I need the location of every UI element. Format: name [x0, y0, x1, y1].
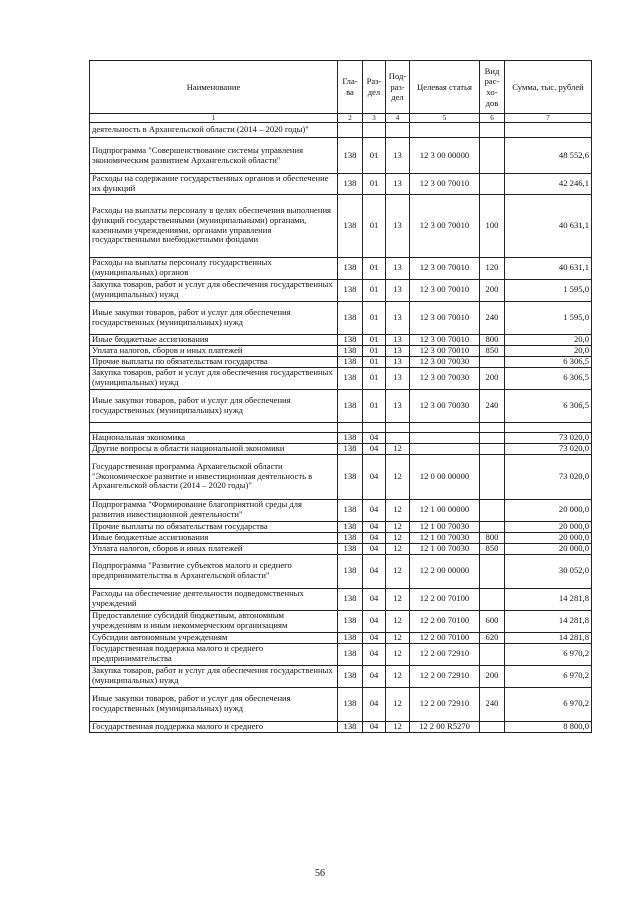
row-section: 04 — [363, 532, 386, 543]
row-target-article: 12 3 00 70010 — [410, 257, 480, 279]
row-sum: 14 281,8 — [505, 632, 592, 643]
row-subsection — [386, 422, 410, 432]
row-name: Подпрограмма "Совершенствование системы управления экономическим развитием Архангельской области" — [90, 138, 338, 174]
row-name: Прочие выплаты по обязательствам государства — [90, 521, 338, 532]
row-expense-type — [480, 174, 505, 195]
row-chapter — [338, 123, 363, 138]
row-chapter: 138 — [338, 138, 363, 174]
row-sum: 30 052,0 — [505, 554, 592, 588]
header-expense-type: Вид рас-хо-дов — [480, 61, 505, 114]
row-name: Предоставление субсидий бюджетным, автономным учреждениям и иным некоммерческим организациям — [90, 610, 338, 632]
row-target-article: 12 1 00 70030 — [410, 532, 480, 543]
row-expense-type: 600 — [480, 610, 505, 632]
row-section: 01 — [363, 301, 386, 334]
row-name: Государственная поддержка малого и среднего — [90, 721, 338, 732]
row-target-article: 12 1 00 70030 — [410, 543, 480, 554]
row-target-article: 12 2 00 R5270 — [410, 721, 480, 732]
row-subsection: 13 — [386, 257, 410, 279]
row-target-article: 12 3 00 70010 — [410, 194, 480, 257]
row-expense-type: 240 — [480, 301, 505, 334]
row-sum: 20,0 — [505, 345, 592, 356]
row-subsection: 12 — [386, 499, 410, 521]
row-chapter: 138 — [338, 454, 363, 499]
row-chapter: 138 — [338, 687, 363, 721]
row-name: Уплата налогов, сборов и иных платежей — [90, 345, 338, 356]
row-name: Расходы на выплаты персоналу государственных (муниципальных) органов — [90, 257, 338, 279]
row-sum: 73 020,0 — [505, 454, 592, 499]
row-expense-type: 200 — [480, 367, 505, 389]
row-chapter: 138 — [338, 356, 363, 367]
row-section: 04 — [363, 432, 386, 443]
row-section: 01 — [363, 138, 386, 174]
row-section: 01 — [363, 194, 386, 257]
row-expense-type — [480, 554, 505, 588]
row-name: Подпрограмма "Формирование благоприятной среды для развития инвестиционной деятельности" — [90, 499, 338, 521]
row-sum: 1 595,0 — [505, 301, 592, 334]
row-sum: 8 800,0 — [505, 721, 592, 732]
table-row — [90, 721, 592, 732]
row-subsection: 12 — [386, 610, 410, 632]
row-section — [363, 422, 386, 432]
row-target-article: 12 2 00 00000 — [410, 554, 480, 588]
row-chapter: 138 — [338, 632, 363, 643]
row-sum: 20 000,0 — [505, 543, 592, 554]
row-name: Государственная программа Архангельской области "Экономическое развитие и инвестиционная деятельность в Архангельской области (2014 – 2020 годы)" — [90, 454, 338, 499]
row-subsection: 12 — [386, 532, 410, 543]
row-target-article: 12 3 00 70010 — [410, 301, 480, 334]
table-row — [90, 345, 592, 356]
row-chapter: 138 — [338, 432, 363, 443]
row-name: Иные закупки товаров, работ и услуг для обеспечения государственных (муниципальных) нужд — [90, 389, 338, 422]
row-target-article: 12 2 00 72910 — [410, 643, 480, 665]
row-target-article: 12 2 00 72910 — [410, 665, 480, 687]
row-sum: 20 000,0 — [505, 499, 592, 521]
row-expense-type: 200 — [480, 665, 505, 687]
table-row — [90, 610, 592, 632]
table-row — [90, 532, 592, 543]
table-header-row — [90, 61, 592, 114]
row-target-article: 12 3 00 70010 — [410, 345, 480, 356]
row-subsection — [386, 123, 410, 138]
header-section: Раз-дел — [363, 61, 386, 114]
row-sum: 6 970,2 — [505, 687, 592, 721]
row-chapter: 138 — [338, 499, 363, 521]
row-sum: 6 306,5 — [505, 356, 592, 367]
row-section: 01 — [363, 334, 386, 345]
table-row — [90, 257, 592, 279]
row-subsection: 13 — [386, 367, 410, 389]
row-expense-type — [480, 443, 505, 454]
row-expense-type — [480, 588, 505, 610]
row-name: Закупка товаров, работ и услуг для обеспечения государственных (муниципальных) нужд — [90, 665, 338, 687]
row-subsection: 12 — [386, 721, 410, 732]
row-subsection: 13 — [386, 389, 410, 422]
row-target-article: 12 2 00 70100 — [410, 588, 480, 610]
row-chapter: 138 — [338, 389, 363, 422]
row-subsection: 13 — [386, 356, 410, 367]
row-chapter: 138 — [338, 194, 363, 257]
row-subsection: 12 — [386, 687, 410, 721]
row-target-article — [410, 432, 480, 443]
row-name: Иные закупки товаров, работ и услуг для обеспечения государственных (муниципальных) нужд — [90, 301, 338, 334]
table-row — [90, 422, 592, 432]
row-section: 04 — [363, 632, 386, 643]
row-expense-type — [480, 138, 505, 174]
row-target-article: 12 3 00 70010 — [410, 174, 480, 195]
row-name: деятельность в Архангельской области (2014 – 2020 годы)" — [90, 123, 338, 138]
column-number: 6 — [480, 114, 505, 123]
row-subsection: 12 — [386, 643, 410, 665]
row-expense-type: 240 — [480, 687, 505, 721]
row-section: 04 — [363, 687, 386, 721]
row-subsection: 12 — [386, 632, 410, 643]
row-name: Уплата налогов, сборов и иных платежей — [90, 543, 338, 554]
row-sum — [505, 123, 592, 138]
row-expense-type — [480, 356, 505, 367]
row-target-article: 12 3 00 70030 — [410, 356, 480, 367]
table-row — [90, 632, 592, 643]
row-subsection: 12 — [386, 588, 410, 610]
row-sum: 6 306,5 — [505, 389, 592, 422]
row-sum: 6 970,2 — [505, 665, 592, 687]
row-section: 01 — [363, 257, 386, 279]
row-expense-type — [480, 643, 505, 665]
row-sum: 73 020,0 — [505, 432, 592, 443]
table-row — [90, 443, 592, 454]
row-section: 04 — [363, 554, 386, 588]
table-row — [90, 432, 592, 443]
row-expense-type: 240 — [480, 389, 505, 422]
row-section: 01 — [363, 279, 386, 301]
table-row — [90, 138, 592, 174]
row-target-article: 12 3 00 70010 — [410, 279, 480, 301]
row-chapter: 138 — [338, 334, 363, 345]
row-expense-type: 800 — [480, 334, 505, 345]
row-name: Национальная экономика — [90, 432, 338, 443]
row-sum: 6 970,2 — [505, 643, 592, 665]
row-name: Государственная поддержка малого и среднего предпринимательства — [90, 643, 338, 665]
table-row — [90, 334, 592, 345]
row-chapter: 138 — [338, 610, 363, 632]
row-section: 04 — [363, 665, 386, 687]
column-number-row — [90, 114, 592, 123]
row-subsection — [386, 432, 410, 443]
row-expense-type: 800 — [480, 532, 505, 543]
table-row — [90, 588, 592, 610]
row-section: 04 — [363, 588, 386, 610]
row-chapter: 138 — [338, 554, 363, 588]
row-chapter: 138 — [338, 257, 363, 279]
row-target-article — [410, 123, 480, 138]
row-target-article: 12 0 00 00000 — [410, 454, 480, 499]
table-row — [90, 687, 592, 721]
row-chapter: 138 — [338, 367, 363, 389]
table-row — [90, 543, 592, 554]
row-expense-type — [480, 521, 505, 532]
row-sum: 40 631,1 — [505, 257, 592, 279]
row-sum: 20 000,0 — [505, 532, 592, 543]
row-sum: 73 020,0 — [505, 443, 592, 454]
row-sum: 14 281,8 — [505, 588, 592, 610]
row-chapter: 138 — [338, 279, 363, 301]
row-expense-type — [480, 123, 505, 138]
row-chapter — [338, 422, 363, 432]
column-number: 2 — [338, 114, 363, 123]
row-target-article: 12 2 00 70100 — [410, 632, 480, 643]
row-name: Иные бюджетные ассигнования — [90, 532, 338, 543]
row-section: 01 — [363, 389, 386, 422]
row-target-article: 12 2 00 72910 — [410, 687, 480, 721]
table-row — [90, 174, 592, 195]
row-name: Закупка товаров, работ и услуг для обеспечения государственных (муниципальных) нужд — [90, 367, 338, 389]
row-chapter: 138 — [338, 345, 363, 356]
row-name — [90, 422, 338, 432]
row-subsection: 13 — [386, 345, 410, 356]
row-chapter: 138 — [338, 521, 363, 532]
row-name: Расходы на содержание государственных органов и обеспечение их функций — [90, 174, 338, 195]
row-section: 01 — [363, 174, 386, 195]
row-chapter: 138 — [338, 301, 363, 334]
row-subsection: 13 — [386, 174, 410, 195]
table-row — [90, 454, 592, 499]
table-row — [90, 356, 592, 367]
row-chapter: 138 — [338, 665, 363, 687]
row-name: Другие вопросы в области национальной экономики — [90, 443, 338, 454]
row-expense-type: 120 — [480, 257, 505, 279]
table-body — [90, 123, 592, 733]
row-chapter: 138 — [338, 643, 363, 665]
row-target-article: 12 3 00 70010 — [410, 334, 480, 345]
table-row — [90, 279, 592, 301]
row-section: 04 — [363, 521, 386, 532]
row-section: 01 — [363, 345, 386, 356]
row-sum: 1 595,0 — [505, 279, 592, 301]
table-row — [90, 499, 592, 521]
table-row — [90, 665, 592, 687]
row-subsection: 13 — [386, 334, 410, 345]
table-row — [90, 123, 592, 138]
row-section: 04 — [363, 499, 386, 521]
row-expense-type: 620 — [480, 632, 505, 643]
row-subsection: 12 — [386, 443, 410, 454]
row-subsection: 12 — [386, 521, 410, 532]
row-section: 04 — [363, 454, 386, 499]
table-row — [90, 367, 592, 389]
row-sum: 20,0 — [505, 334, 592, 345]
row-subsection: 12 — [386, 665, 410, 687]
row-section: 04 — [363, 721, 386, 732]
row-target-article: 12 1 00 70030 — [410, 521, 480, 532]
row-sum: 6 306,5 — [505, 367, 592, 389]
row-subsection: 13 — [386, 279, 410, 301]
row-name: Прочие выплаты по обязательствам государства — [90, 356, 338, 367]
row-sum: 20 000,0 — [505, 521, 592, 532]
row-subsection: 12 — [386, 554, 410, 588]
row-expense-type — [480, 422, 505, 432]
row-section — [363, 123, 386, 138]
table-row — [90, 301, 592, 334]
row-sum — [505, 422, 592, 432]
row-section: 01 — [363, 356, 386, 367]
row-name: Иные закупки товаров, работ и услуг для обеспечения государственных (муниципальных) нужд — [90, 687, 338, 721]
row-expense-type — [480, 721, 505, 732]
row-chapter: 138 — [338, 174, 363, 195]
row-subsection: 12 — [386, 454, 410, 499]
header-subsection: Под-раз-дел — [386, 61, 410, 114]
budget-table — [89, 60, 592, 733]
row-sum: 40 631,1 — [505, 194, 592, 257]
row-subsection: 12 — [386, 543, 410, 554]
row-subsection: 13 — [386, 301, 410, 334]
row-target-article: 12 1 00 00000 — [410, 499, 480, 521]
row-target-article — [410, 422, 480, 432]
row-name: Иные бюджетные ассигнования — [90, 334, 338, 345]
row-section: 04 — [363, 610, 386, 632]
page-number: 56 — [315, 868, 325, 879]
row-sum: 48 552,6 — [505, 138, 592, 174]
table-row — [90, 643, 592, 665]
header-sum: Сумма, тыс. рублей — [505, 61, 592, 114]
row-section: 01 — [363, 367, 386, 389]
row-chapter: 138 — [338, 543, 363, 554]
row-target-article: 12 2 00 70100 — [410, 610, 480, 632]
row-expense-type — [480, 499, 505, 521]
row-subsection: 13 — [386, 138, 410, 174]
header-name: Наименование — [90, 61, 338, 114]
row-chapter: 138 — [338, 443, 363, 454]
row-expense-type: 850 — [480, 543, 505, 554]
column-number: 5 — [410, 114, 480, 123]
row-expense-type — [480, 432, 505, 443]
row-target-article: 12 3 00 00000 — [410, 138, 480, 174]
row-expense-type: 850 — [480, 345, 505, 356]
row-sum: 14 281,8 — [505, 610, 592, 632]
row-chapter: 138 — [338, 721, 363, 732]
column-number: 4 — [386, 114, 410, 123]
row-chapter: 138 — [338, 532, 363, 543]
column-number: 7 — [505, 114, 592, 123]
row-name: Подпрограмма "Развитие субъектов малого и среднего предпринимательства в Архангельской области" — [90, 554, 338, 588]
header-chapter: Гла-ва — [338, 61, 363, 114]
row-sum: 42 246,1 — [505, 174, 592, 195]
row-expense-type — [480, 454, 505, 499]
row-name: Субсидии автономным учреждениям — [90, 632, 338, 643]
table-row — [90, 389, 592, 422]
column-number: 3 — [363, 114, 386, 123]
header-target-article: Целевая статья — [410, 61, 480, 114]
row-target-article — [410, 443, 480, 454]
table-row — [90, 554, 592, 588]
row-chapter: 138 — [338, 588, 363, 610]
row-name: Расходы на выплаты персоналу в целях обеспечения выполнения функций государственными (муниципальными) органами, казенными учреждениями, органами управления государственными внебюджетными фондами — [90, 194, 338, 257]
row-target-article: 12 3 00 70030 — [410, 389, 480, 422]
row-subsection: 13 — [386, 194, 410, 257]
row-section: 04 — [363, 543, 386, 554]
row-section: 04 — [363, 643, 386, 665]
row-expense-type: 100 — [480, 194, 505, 257]
row-section: 04 — [363, 443, 386, 454]
table-row — [90, 194, 592, 257]
row-target-article: 12 3 00 70030 — [410, 367, 480, 389]
column-number: 1 — [90, 114, 338, 123]
row-expense-type: 200 — [480, 279, 505, 301]
row-name: Расходы на обеспечение деятельности подведомственных учреждений — [90, 588, 338, 610]
table-row — [90, 521, 592, 532]
row-name: Закупка товаров, работ и услуг для обеспечения государственных (муниципальных) нужд — [90, 279, 338, 301]
